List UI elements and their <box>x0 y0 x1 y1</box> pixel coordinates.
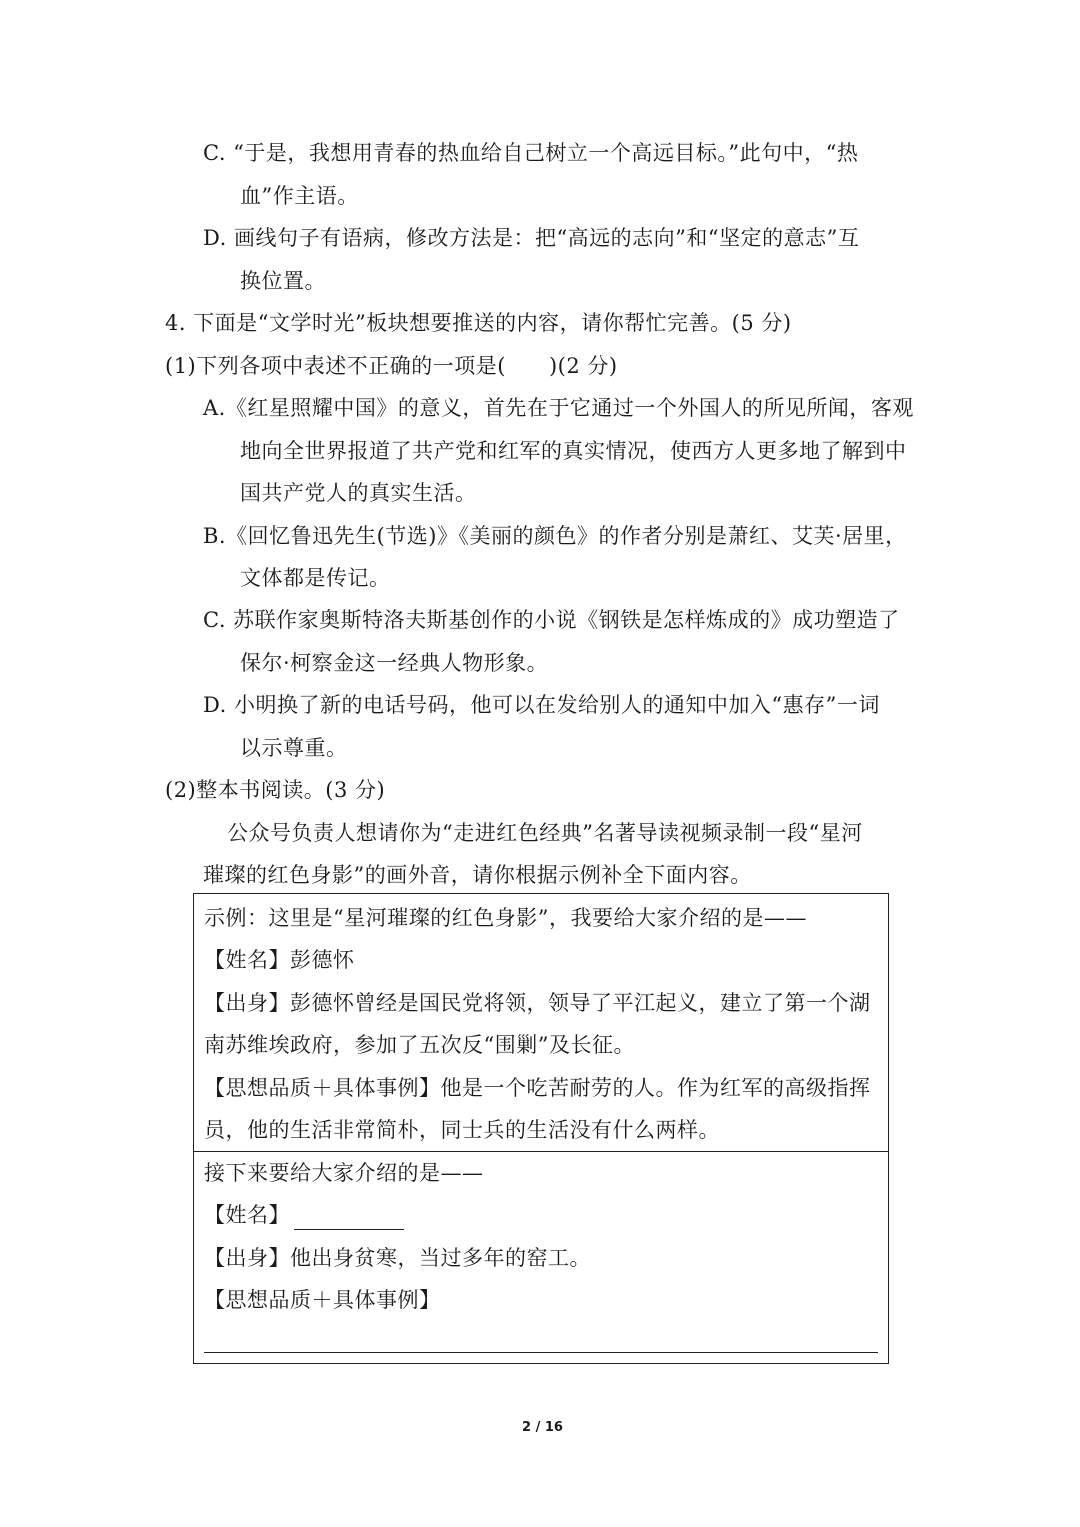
q4-option-b-line1: B.《回忆鲁迅先生(节选)》《美丽的颜色》的作者分别是萧红、艾芙·居里， <box>203 524 907 548</box>
next-quality-label: 【思想品质＋具体事例】 <box>204 1288 441 1312</box>
example-quality-line1: 【思想品质＋具体事例】他是一个吃苦耐劳的人。作为红军的高级指挥 <box>204 1076 871 1100</box>
example-origin-line1: 【出身】彭德怀曾经是国民党将领，领导了平江起义，建立了第一个湖 <box>204 991 871 1015</box>
q4-part2-instruction-line1: 公众号负责人想请你为“走进红色经典”名著导读视频录制一段“星河 <box>227 821 863 845</box>
example-quality-line2: 员，他的生活非常简朴，同士兵的生活没有什么两样。 <box>204 1118 720 1142</box>
q3-option-c-line1: C. “于是，我想用青春的热血给自己树立一个高远目标。”此句中，“热 <box>203 141 859 165</box>
q4-option-a-line3: 国共产党人的真实生活。 <box>240 481 477 505</box>
q4-option-c-line1: C. 苏联作家奥斯特洛夫斯基创作的小说《钢铁是怎样炼成的》成功塑造了 <box>203 608 900 632</box>
page-number: 2 / 16 <box>522 1420 563 1435</box>
next-name-row <box>204 1200 404 1230</box>
q4-option-d-line1: D. 小明换了新的电话号码，他可以在发给别人的通知中加入“惠存”一词 <box>203 693 880 717</box>
table-divider <box>193 1151 889 1152</box>
q4-option-d-line2: 以示尊重。 <box>240 736 348 760</box>
q4-option-c-line2: 保尔·柯察金这一经典人物形象。 <box>240 651 549 675</box>
example-name: 【姓名】彭德怀 <box>204 948 355 972</box>
example-intro: 示例：这里是“星河璀璨的红色身影”，我要给大家介绍的是—— <box>204 906 807 930</box>
q4-part1-prompt: (1)下列各项中表述不正确的一项是( )(2 分) <box>165 354 618 378</box>
quality-answer-line[interactable] <box>204 1352 878 1353</box>
name-blank[interactable] <box>294 1205 404 1230</box>
next-name-label: 【姓名】 <box>204 1203 290 1227</box>
q3-option-d-line1: D. 画线句子有语病，修改方法是：把“高远的志向”和“坚定的意志”互 <box>203 226 860 250</box>
q4-part2-instruction-line2: 璀璨的红色身影”的画外音，请你根据示例补全下面内容。 <box>203 863 752 887</box>
q4-option-b-line2: 文体都是传记。 <box>240 566 391 590</box>
example-origin-line2: 南苏维埃政府，参加了五次反“围剿”及长征。 <box>204 1033 635 1057</box>
q4-option-a-line1: A.《红星照耀中国》的意义，首先在于它通过一个外国人的所见所闻，客观 <box>203 396 914 420</box>
q3-option-c-line2: 血”作主语。 <box>240 184 359 208</box>
q4-part2-prompt: (2)整本书阅读。(3 分) <box>165 778 386 802</box>
q3-option-d-line2: 换位置。 <box>240 269 326 293</box>
q4-header: 4. 下面是“文学时光”板块想要推送的内容，请你帮忙完善。(5 分) <box>165 311 792 335</box>
q4-option-a-line2: 地向全世界报道了共产党和红军的真实情况，使西方人更多地了解到中 <box>240 439 907 463</box>
next-origin: 【出身】他出身贫寒，当过多年的窑工。 <box>204 1246 591 1270</box>
next-intro: 接下来要给大家介绍的是—— <box>204 1161 484 1185</box>
